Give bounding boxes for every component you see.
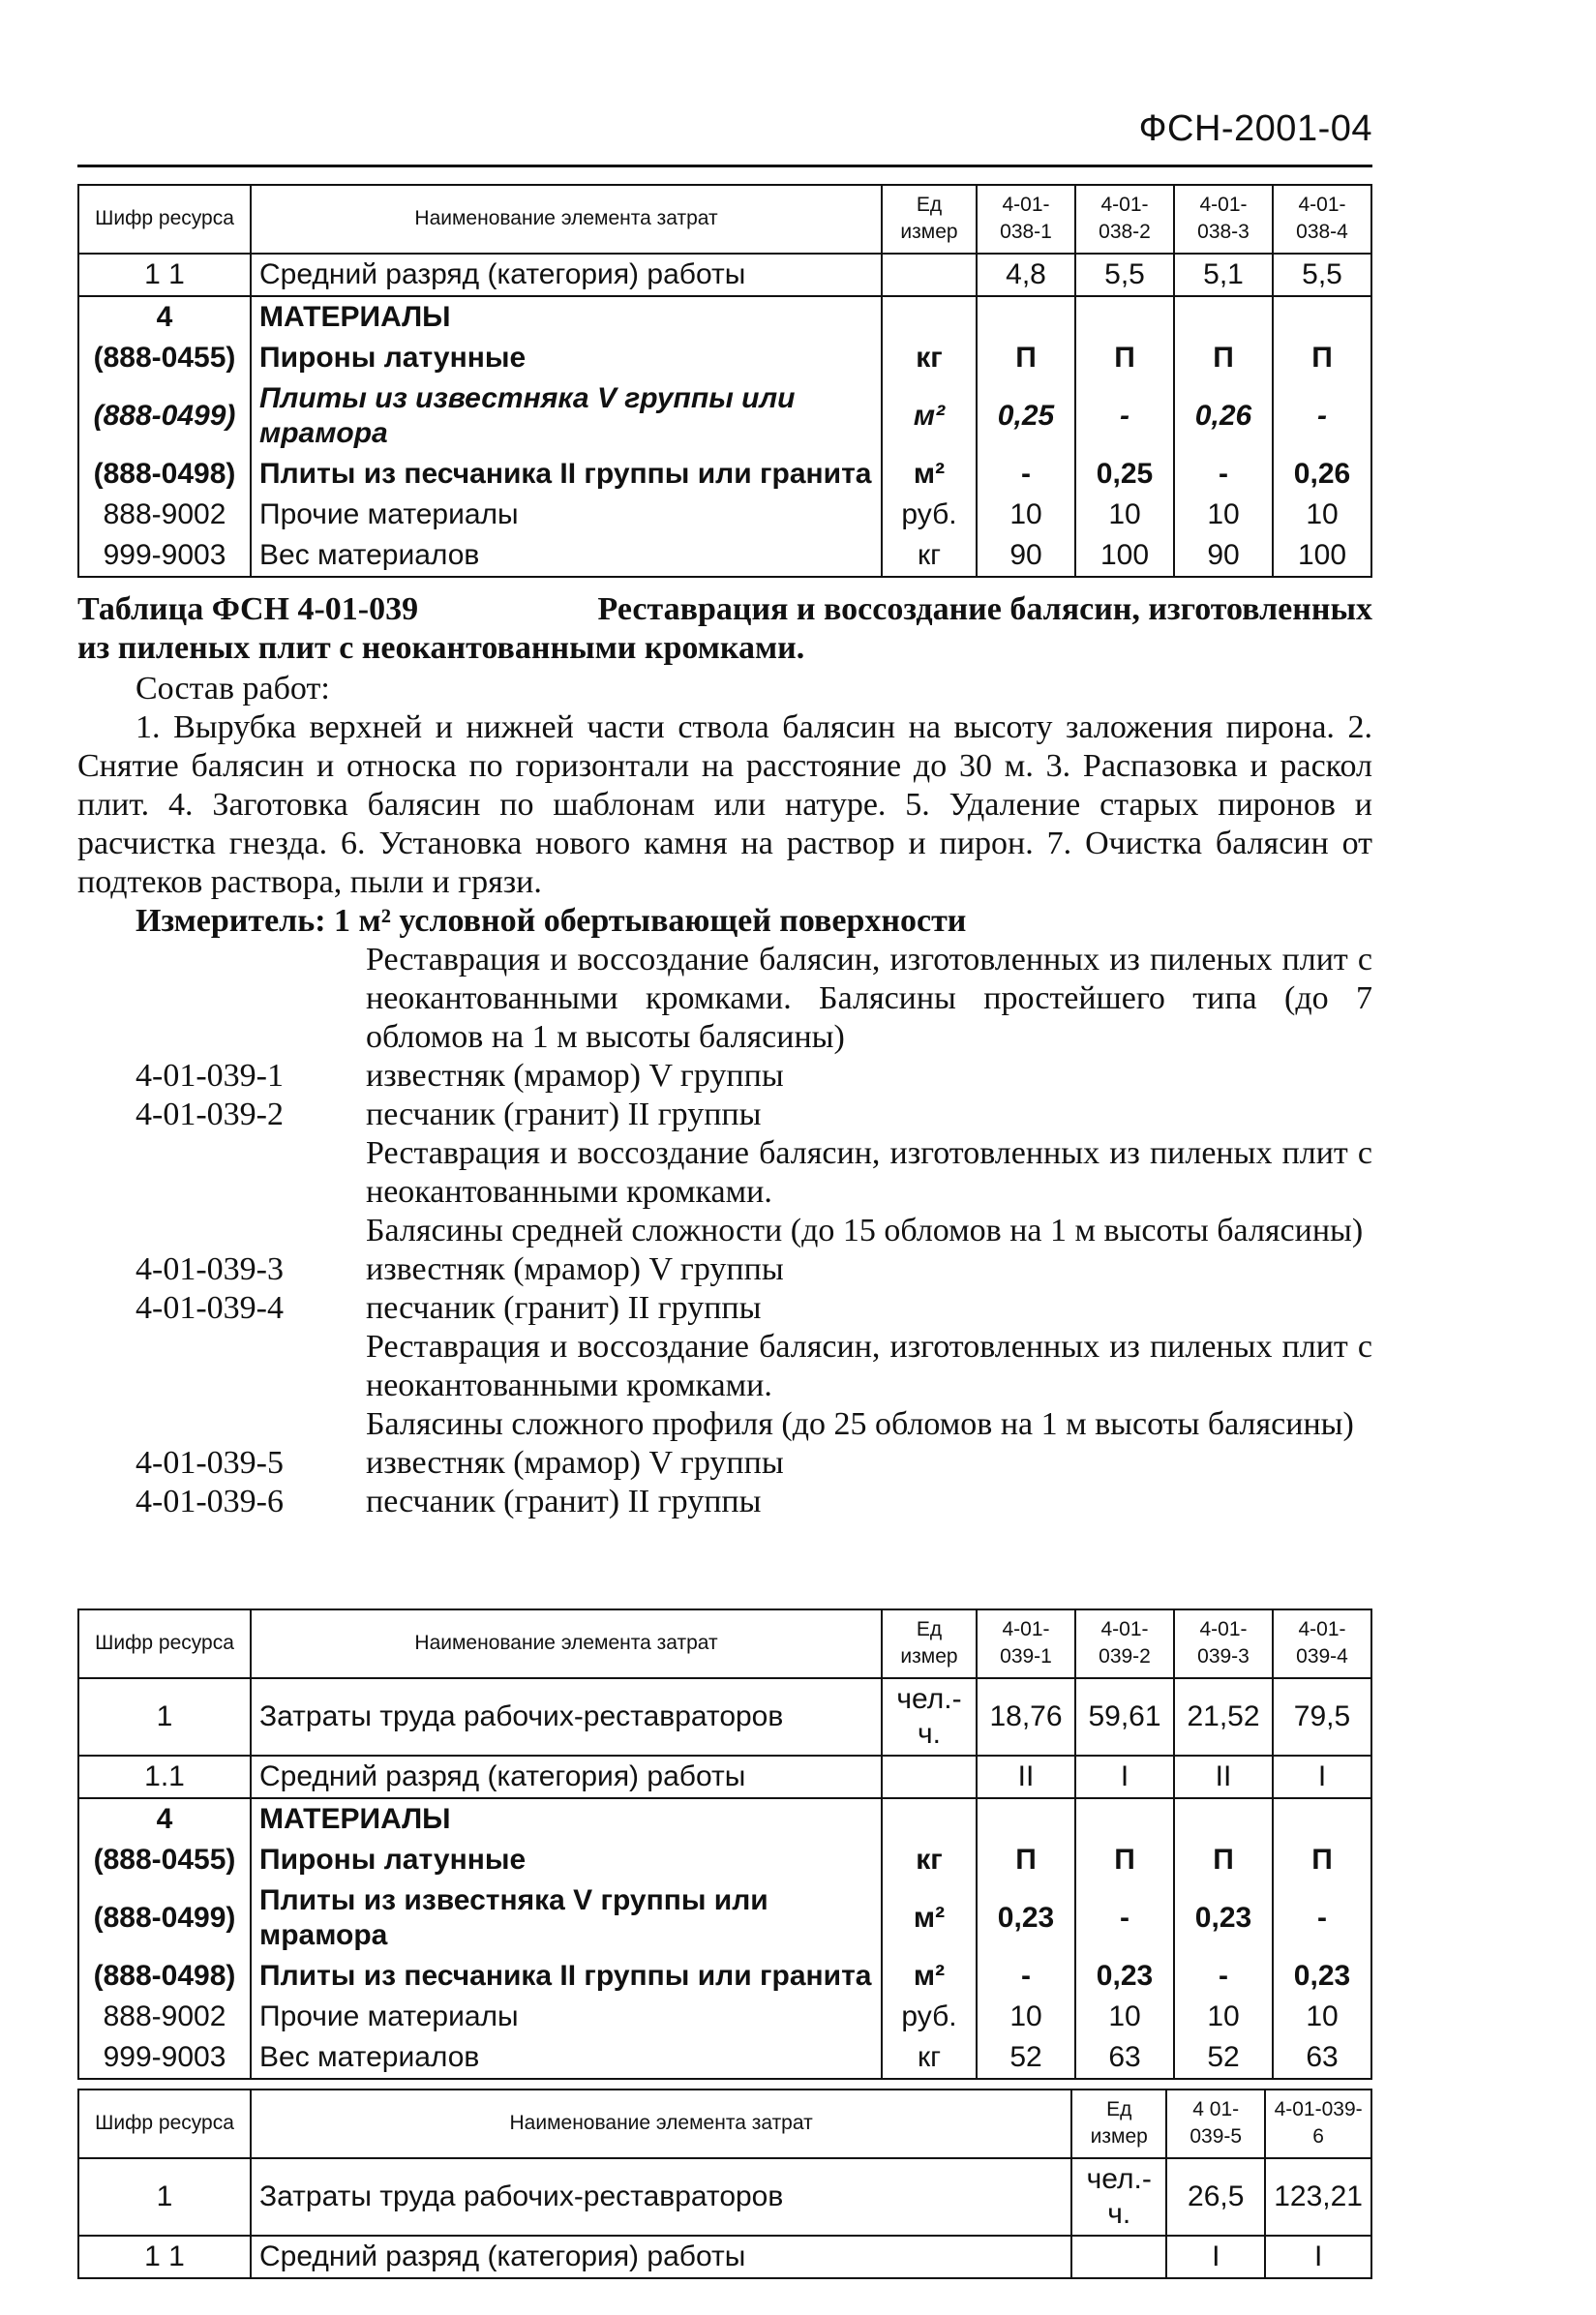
table-row — [78, 495, 1371, 535]
col-name-header: Наименование элемента затрат — [251, 1609, 882, 1678]
work-description: Балясины сложного профиля (до 25 обломов на 1 м высоты балясины) — [366, 1406, 1354, 1442]
cell-value: 90 — [1174, 535, 1273, 577]
table-row — [78, 1840, 1371, 1880]
section-title-left: Таблица ФСН 4-01-039 — [77, 591, 419, 627]
col-header: 4-01-038-3 — [1174, 185, 1273, 254]
work-code: 4-01-039-6 — [136, 1484, 284, 1519]
work-code: 4-01-039-2 — [136, 1097, 284, 1132]
resource-unit: м² — [882, 454, 977, 495]
resource-code: 999-9003 — [78, 535, 251, 577]
cell-value — [1273, 296, 1371, 338]
cell-value: II — [1174, 1756, 1273, 1798]
table-row — [78, 1997, 1371, 2037]
resource-name: Плиты из песчаника II группы или гранита — [251, 454, 882, 495]
col-unit-header: Ед измер — [882, 185, 977, 254]
cell-value: 0,26 — [1273, 454, 1371, 495]
work-description: Реставрация и воссоздание балясин, изготовленных из пиленых плит с неокантованными кромками. — [366, 1135, 1372, 1210]
measure-unit: Измеритель: 1 м² условной обертывающей поверхности — [136, 903, 967, 939]
table-row — [78, 1798, 1371, 1840]
composition-text: 1. Вырубка верхней и нижней части ствола балясин на высоту заложения пирона. 2. Снятие балясин и относка по горизонтали на расстояние до 30 м. 3. Распазовка и раскол плит. 4. Заготовка балясин по шаблонам или натуре. 5. Удаление старых пиронов и расчистка гнезда. 6. Установка нового камня на раствор и пирон. 7. Очистка балясин от подтеков раствора, пыли и грязи. — [77, 709, 1372, 900]
resource-name: Плиты из песчаника II группы или гранита — [251, 1956, 882, 1997]
cell-value: 10 — [977, 1997, 1075, 2037]
cell-value: 5,5 — [1273, 254, 1371, 296]
cell-value: - — [1273, 378, 1371, 454]
work-code: 4-01-039-4 — [136, 1290, 284, 1326]
list-item — [136, 1289, 1372, 1328]
col-unit-header: Ед измер — [1071, 2090, 1166, 2158]
cell-value: 0,26 — [1174, 378, 1273, 454]
resource-name: Прочие материалы — [251, 1997, 882, 2037]
cell-value: 100 — [1075, 535, 1174, 577]
resource-unit: м² — [882, 1956, 977, 1997]
cell-value: П — [977, 338, 1075, 378]
work-code — [136, 941, 366, 1057]
resource-name: Вес материалов — [251, 2037, 882, 2079]
resource-code: 888-9002 — [78, 495, 251, 535]
resource-code: (888-0455) — [78, 338, 251, 378]
work-description: известняк (мрамор) V группы — [366, 1058, 784, 1094]
cell-value — [977, 1798, 1075, 1840]
cell-value: 10 — [1273, 495, 1371, 535]
cell-value: 63 — [1273, 2037, 1371, 2079]
cell-value: 10 — [977, 495, 1075, 535]
work-code: 4-01-039-1 — [136, 1058, 284, 1094]
resource-code: 4 — [78, 1798, 251, 1840]
resource-unit: руб. — [882, 1997, 977, 2037]
col-header: 4-01-039-2 — [1075, 1609, 1174, 1678]
cell-value: 0,23 — [1174, 1880, 1273, 1956]
table-row — [78, 1756, 1371, 1798]
resource-unit: чел.-ч. — [882, 1678, 977, 1756]
resource-name: Прочие материалы — [251, 495, 882, 535]
resource-name: МАТЕРИАЛЫ — [251, 1798, 882, 1840]
resource-code: 1 1 — [78, 254, 251, 296]
cell-value: 0,25 — [1075, 454, 1174, 495]
cell-value: I — [1273, 1756, 1371, 1798]
resource-unit: чел.-ч. — [1071, 2158, 1166, 2236]
work-description: известняк (мрамор) V группы — [366, 1445, 784, 1481]
col-unit-header: Ед измер — [882, 1609, 977, 1678]
table-row — [78, 535, 1371, 577]
cell-value: - — [977, 454, 1075, 495]
col-header: 4-01-039-4 — [1273, 1609, 1371, 1678]
table-row — [78, 1956, 1371, 1997]
work-code: 4-01-039-3 — [136, 1251, 284, 1287]
work-description: песчаник (гранит) II группы — [366, 1097, 762, 1132]
col-name-header: Наименование элемента затрат — [251, 185, 882, 254]
cell-value: 59,61 — [1075, 1678, 1174, 1756]
work-description: Реставрация и воссоздание балясин, изготовленных из пиленых плит с неокантованными кромками. Балясины простейшего типа (до 7 обломов на 1 м высоты балясины) — [366, 942, 1372, 1055]
resource-table-039-b — [77, 2089, 1372, 2279]
col-header: 4-01-038-1 — [977, 185, 1075, 254]
table-header-row — [78, 2090, 1371, 2158]
resource-code: (888-0455) — [78, 1840, 251, 1880]
section-title — [77, 590, 1372, 629]
resource-name: Затраты труда рабочих-реставраторов — [251, 1678, 882, 1756]
cell-value: 18,76 — [977, 1678, 1075, 1756]
cell-value: I — [1265, 2236, 1371, 2278]
col-header: 4-01-039-1 — [977, 1609, 1075, 1678]
work-code — [136, 1212, 366, 1250]
cell-value: 10 — [1075, 1997, 1174, 2037]
resource-unit — [1071, 2236, 1166, 2278]
cell-value — [1075, 296, 1174, 338]
cell-value: 5,1 — [1174, 254, 1273, 296]
resource-table-039-a — [77, 1608, 1372, 2080]
resource-name: Плиты из известняка V группы или мрамора — [251, 1880, 882, 1956]
list-item — [136, 1096, 1372, 1134]
table-row — [78, 1880, 1371, 1956]
list-item — [136, 1057, 1372, 1096]
cell-value: 52 — [1174, 2037, 1273, 2079]
col-code-header: Шифр ресурса — [78, 1609, 251, 1678]
resource-code: (888-0499) — [78, 378, 251, 454]
header-rule — [77, 165, 1372, 167]
cell-value: 10 — [1174, 1997, 1273, 2037]
work-description: известняк (мрамор) V группы — [366, 1251, 784, 1287]
cell-value: П — [977, 1840, 1075, 1880]
cell-value: П — [1273, 338, 1371, 378]
work-description: песчаник (гранит) II группы — [366, 1484, 762, 1519]
cell-value: I — [1075, 1756, 1174, 1798]
resource-code: 1 1 — [78, 2236, 251, 2278]
cell-value: П — [1273, 1840, 1371, 1880]
table-row — [78, 2037, 1371, 2079]
page-header: ФСН-2001-04 — [1138, 108, 1372, 149]
cell-value — [1075, 1798, 1174, 1840]
table-header-row — [78, 1609, 1371, 1678]
cell-value: 79,5 — [1273, 1678, 1371, 1756]
cell-value: 0,23 — [1273, 1956, 1371, 1997]
col-code-header: Шифр ресурса — [78, 2090, 251, 2158]
cell-value: 100 — [1273, 535, 1371, 577]
cell-value: 63 — [1075, 2037, 1174, 2079]
cell-value: 0,23 — [977, 1880, 1075, 1956]
cell-value: 10 — [1273, 1997, 1371, 2037]
cell-value: П — [1075, 338, 1174, 378]
cell-value: 52 — [977, 2037, 1075, 2079]
cell-value: 10 — [1075, 495, 1174, 535]
resource-table-038 — [77, 184, 1372, 578]
work-code: 4-01-039-5 — [136, 1445, 284, 1481]
table-row — [78, 2236, 1371, 2278]
col-header: 4-01-038-2 — [1075, 185, 1174, 254]
resource-unit: руб. — [882, 495, 977, 535]
resource-unit: кг — [882, 1840, 977, 1880]
table-row — [78, 338, 1371, 378]
resource-unit — [882, 296, 977, 338]
resource-unit — [882, 1798, 977, 1840]
resource-unit: кг — [882, 2037, 977, 2079]
cell-value: 5,5 — [1075, 254, 1174, 296]
cell-value: П — [1174, 1840, 1273, 1880]
col-header: 4-01-038-4 — [1273, 185, 1371, 254]
resource-name: Вес материалов — [251, 535, 882, 577]
resource-code: 1 — [78, 2158, 251, 2236]
cell-value: - — [1174, 1956, 1273, 1997]
resource-code: (888-0498) — [78, 1956, 251, 1997]
work-description: Реставрация и воссоздание балясин, изготовленных из пиленых плит с неокантованными кромками. — [366, 1329, 1372, 1403]
work-code — [136, 1134, 366, 1212]
cell-value: П — [1174, 338, 1273, 378]
resource-name: Плиты из известняка V группы или мрамора — [251, 378, 882, 454]
col-name-header: Наименование элемента затрат — [251, 2090, 1071, 2158]
resource-code: (888-0498) — [78, 454, 251, 495]
resource-code: 1 — [78, 1678, 251, 1756]
resource-unit: кг — [882, 535, 977, 577]
work-code — [136, 1328, 366, 1405]
resource-code: 888-9002 — [78, 1997, 251, 2037]
resource-code: 4 — [78, 296, 251, 338]
composition-label: Состав работ: — [136, 671, 330, 707]
table-row — [78, 454, 1371, 495]
cell-value: - — [1273, 1880, 1371, 1956]
work-code-list — [136, 941, 1372, 1521]
cell-value: П — [1075, 1840, 1174, 1880]
cell-value: - — [977, 1956, 1075, 1997]
resource-unit — [882, 1756, 977, 1798]
resource-name: Затраты труда рабочих-реставраторов — [251, 2158, 1071, 2236]
cell-value: - — [1075, 378, 1174, 454]
work-code — [136, 1405, 366, 1444]
list-item — [136, 1328, 1372, 1405]
cell-value — [977, 296, 1075, 338]
work-description: песчаник (гранит) II группы — [366, 1290, 762, 1326]
list-item — [136, 1250, 1372, 1289]
list-item — [136, 1212, 1372, 1250]
col-header: 4 01-039-5 — [1166, 2090, 1265, 2158]
list-item — [136, 1134, 1372, 1212]
table-row — [78, 378, 1371, 454]
cell-value — [1174, 1798, 1273, 1840]
cell-value: - — [1174, 454, 1273, 495]
resource-unit: м² — [882, 1880, 977, 1956]
table-row — [78, 2158, 1371, 2236]
section-title-right: Реставрация и воссоздание балясин, изготовленных — [597, 591, 1372, 627]
resource-name: Средний разряд (категория) работы — [251, 2236, 1071, 2278]
table-row — [78, 1678, 1371, 1756]
resource-name: МАТЕРИАЛЫ — [251, 296, 882, 338]
cell-value: 90 — [977, 535, 1075, 577]
table-header-row — [78, 185, 1371, 254]
resource-name: Пироны латунные — [251, 1840, 882, 1880]
cell-value: 0,25 — [977, 378, 1075, 454]
col-header: 4-01-039-3 — [1174, 1609, 1273, 1678]
table-row — [78, 296, 1371, 338]
cell-value: 26,5 — [1166, 2158, 1265, 2236]
resource-code: 999-9003 — [78, 2037, 251, 2079]
resource-name: Средний разряд (категория) работы — [251, 254, 882, 296]
cell-value — [1273, 1798, 1371, 1840]
resource-name: Средний разряд (категория) работы — [251, 1756, 882, 1798]
resource-name: Пироны латунные — [251, 338, 882, 378]
cell-value: I — [1166, 2236, 1265, 2278]
resource-unit: кг — [882, 338, 977, 378]
cell-value: II — [977, 1756, 1075, 1798]
cell-value — [1174, 296, 1273, 338]
list-item — [136, 1444, 1372, 1483]
resource-code: (888-0499) — [78, 1880, 251, 1956]
table-row — [78, 254, 1371, 296]
cell-value: 21,52 — [1174, 1678, 1273, 1756]
col-header: 4-01-039-6 — [1265, 2090, 1371, 2158]
cell-value: 0,23 — [1075, 1956, 1174, 1997]
list-item — [136, 941, 1372, 1057]
resource-unit: м² — [882, 378, 977, 454]
list-item — [136, 1483, 1372, 1521]
resource-code: 1.1 — [78, 1756, 251, 1798]
resource-unit — [882, 254, 977, 296]
section-title-line2: из пиленых плит с неокантованными кромками. — [77, 630, 805, 666]
list-item — [136, 1405, 1372, 1444]
work-description: Балясины средней сложности (до 15 обломов на 1 м высоты балясины) — [366, 1213, 1364, 1248]
cell-value: 10 — [1174, 495, 1273, 535]
cell-value: - — [1075, 1880, 1174, 1956]
cell-value: 123,21 — [1265, 2158, 1371, 2236]
col-code-header: Шифр ресурса — [78, 185, 251, 254]
cell-value: 4,8 — [977, 254, 1075, 296]
